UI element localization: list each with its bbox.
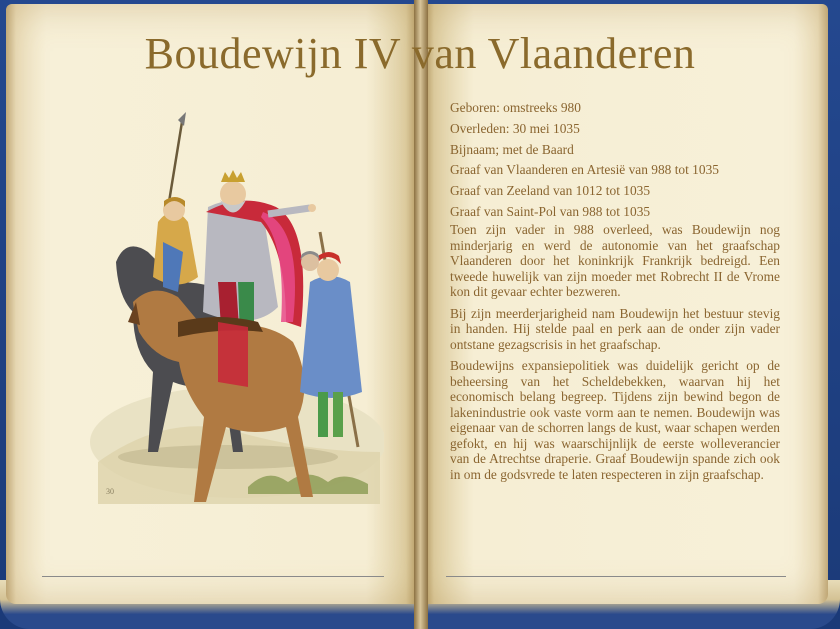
biography-facts xyxy=(450,98,780,223)
fact-nickname: Bijnaam; met de Baard xyxy=(450,141,574,157)
paragraph: Bij zijn meerderjarigheid nam Boudewijn het bestuur stevig in handen. Hij stelde paal en perk aan de onder zijn vader ontstane gezagscrisis in het graafschap. xyxy=(450,305,780,352)
fact-count-saint-pol: Graaf van Saint-Pol van 988 tot 1035 xyxy=(450,203,651,219)
fact-born: Geboren: omstreeks 980 xyxy=(450,100,581,115)
fact-count-zeeland: Graaf van Zeeland van 1012 tot 1035 xyxy=(450,183,651,199)
fact-died: Overleden: 30 mei 1035 xyxy=(450,120,580,136)
fact-count-flanders: Graaf van Vlaanderen en Artesië van 988 tot 1035 xyxy=(450,162,719,178)
left-page-rule xyxy=(42,576,384,577)
page-title: Boudewijn IV van Vlaanderen xyxy=(144,29,696,78)
riders-illustration xyxy=(88,112,384,504)
svg-text:30: 30 xyxy=(106,487,114,496)
right-page-rule xyxy=(446,576,786,577)
biography-text xyxy=(450,222,780,488)
book-spine xyxy=(414,0,428,629)
paragraph: Toen zijn vader in 988 overleed, was Boudewijn nog minderjarig en werd de autonomie van het graafschap Vlaanderen door het koninkrijk Frankrijk bedreigd. Een tweede huwelijk van zijn moeder met Robrecht II de Vrome kon dit gevaar echter bezweren. xyxy=(450,222,780,299)
paragraph: Boudewijns expansiepolitiek was duidelijk gericht op de beheersing van het Scheldebekken, waarvan hij het economisch belang begreep. Tijdens zijn bewind begon de lakenindustrie ook vaste vorm aan te nemen. Boudewijn was eigenaar van de schorren langs de kust, waar schapen werden gefokt, en hij was waarschijnlijk de eerste wolleverancier van de Atrechtse draperie. Graaf Boudewijn spande zich ook in om de godsvrede te laten respecteren in zijn graafschap. xyxy=(450,358,780,482)
